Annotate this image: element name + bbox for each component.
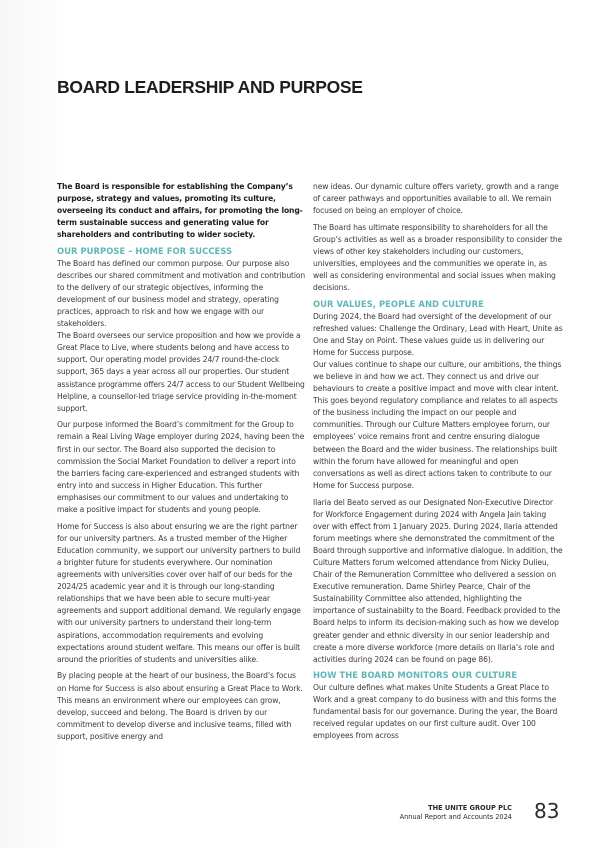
footer-publication-info bbox=[400, 804, 512, 822]
left-column bbox=[57, 181, 307, 748]
body-paragraph: Our culture defines what makes Unite Students a Great Place to Work and a great company to do business with and this forms the fundamental basis for our governance. During the year, the Board received regular updates on our first culture audit. Over 100 employees from across bbox=[313, 682, 558, 741]
body-paragraph: The Board has defined our common purpose. Our purpose also describes our shared commitment and motivation and contribution to the delivery of our strategic objectives, informing the development of our business model and strategy, operating practices, approach to risk and how we engage with our stakeholders. bbox=[57, 258, 306, 329]
section-heading-values-people-culture: OUR VALUES, PEOPLE AND CULTURE bbox=[313, 299, 484, 310]
section-heading-board-monitors-culture: HOW THE BOARD MONITORS OUR CULTURE bbox=[313, 670, 518, 681]
footer-organisation: THE UNITE GROUP PLC bbox=[428, 804, 512, 812]
body-paragraph: The Board oversees our service proposition and how we provide a Great Place to Live, where students belong and have access to support. Our operating model provides 24/7 round-the-clock support, 365 days a year across all our properties. Our student assistance programme offers 24/7 access to our Student Wellbeing Helpline, a counsellor-led triage service providing in-the-moment support. bbox=[57, 331, 305, 413]
body-paragraph: The Board has ultimate responsibility to shareholders for all the Group’s activities as well as a broader responsibility to consider the views of other key stakeholders including our customers, universities, employees and the communities we operate in, as well as considering environmental and social issues when making decisions. bbox=[313, 222, 563, 293]
page-number: 83 bbox=[534, 799, 560, 823]
body-paragraph: Our values continue to shape our culture, our ambitions, the things we believe in and how we act. They connect us and drive our behaviours to create a positive impact and move with clear intent. This goes beyond regulatory compliance and relates to all aspects of the business including the impact on our people and communities. Through our Culture Matters employee forum, our employees’ voice remains front and centre ensuring dialogue between the Board and the wider business. The relationships built within the forum have allowed for meaningful and open conversations as well as direct actions taken to contribute to our Home for Success purpose. bbox=[313, 359, 562, 490]
body-paragraph: By placing people at the heart of our business, the Board’s focus on Home for Success is also about ensuring a Great Place to Work. This means an environment where our employees can grow, develop, succeed and belong. The Board is driven by our commitment to develop diverse and inclusive teams, filled with support, positive energy and bbox=[57, 671, 303, 741]
lead-statement: The Board is responsible for establishing the Company’s purpose, strategy and values, promoting its culture, overseeing its conduct and affairs, for promoting the long-term sustainable success and generating value for shareholders and contributing to wider society. bbox=[57, 182, 303, 240]
body-paragraph: Home for Success is also about ensuring we are the right partner for our university partners. As a trusted member of the Higher Education community, we support our university partners to build a brighter future for students everywhere. Our nomination agreements with universities cover over half of our beds for the 2024/25 academic year and it is through our long-standing relationships that we have been able to secure multi-year agreements and support additional demand. We regularly engage with our university partners to understand their long-term aspirations, accommodation requirements and evolving expectations around student welfare. This means our offer is built around the priorities of students and universities alike. bbox=[57, 521, 301, 664]
footer-report-name: Annual Report and Accounts 2024 bbox=[399, 813, 512, 821]
body-paragraph: Our purpose informed the Board’s commitment for the Group to remain a Real Living Wage employer during 2024, having been the first in our sector. The Board also supported the decision to commission the Social Market Foundation to deliver a report into the barriers facing care-experienced and estranged students with entry into and success in Higher Education. This further emphasises our commitment to our values and undertaking to make a positive impact for students and young people. bbox=[57, 420, 305, 515]
page-title: BOARD LEADERSHIP AND PURPOSE bbox=[57, 77, 363, 97]
body-paragraph: During 2024, the Board had oversight of the development of our refreshed values: Challenge the Ordinary, Lead with Heart, Unite as One and Stay on Point. These values guide us in delivering our Home for Success purpose. bbox=[313, 311, 563, 357]
section-heading-our-purpose: OUR PURPOSE – HOME FOR SUCCESS bbox=[57, 246, 233, 257]
body-paragraph-continued: new ideas. Our dynamic culture offers variety, growth and a range of career pathways and opportunities available to all. We remain focused on being an employer of choice. bbox=[313, 182, 559, 216]
body-paragraph: Ilaria del Beato served as our Designated Non-Executive Director for Workforce Engagement during 2024 with Angela Jain taking over with effect from 1 January 2025. During 2024, Ilaria attended forum meetings where she demonstrated the commitment of the Board through supportive and informative dialogue. In addition, the Culture Matters forum welcomed attendance from Nicky Dulieu, Chair of the Remuneration Committee who delivered a session on Executive remuneration. Dame Shirley Pearce, Chair of the Sustainability Committee also attended, highlighting the importance of sustainabilty to the Board. Feedback provided to the Board helps to inform its decision-making such as how we develop greater gender and ethnic diversity in our senior leadership and create a more diverse workforce (more details on Ilaria’s role and activities during 2024 can be found on page 86). bbox=[313, 497, 563, 664]
right-column bbox=[313, 181, 563, 747]
